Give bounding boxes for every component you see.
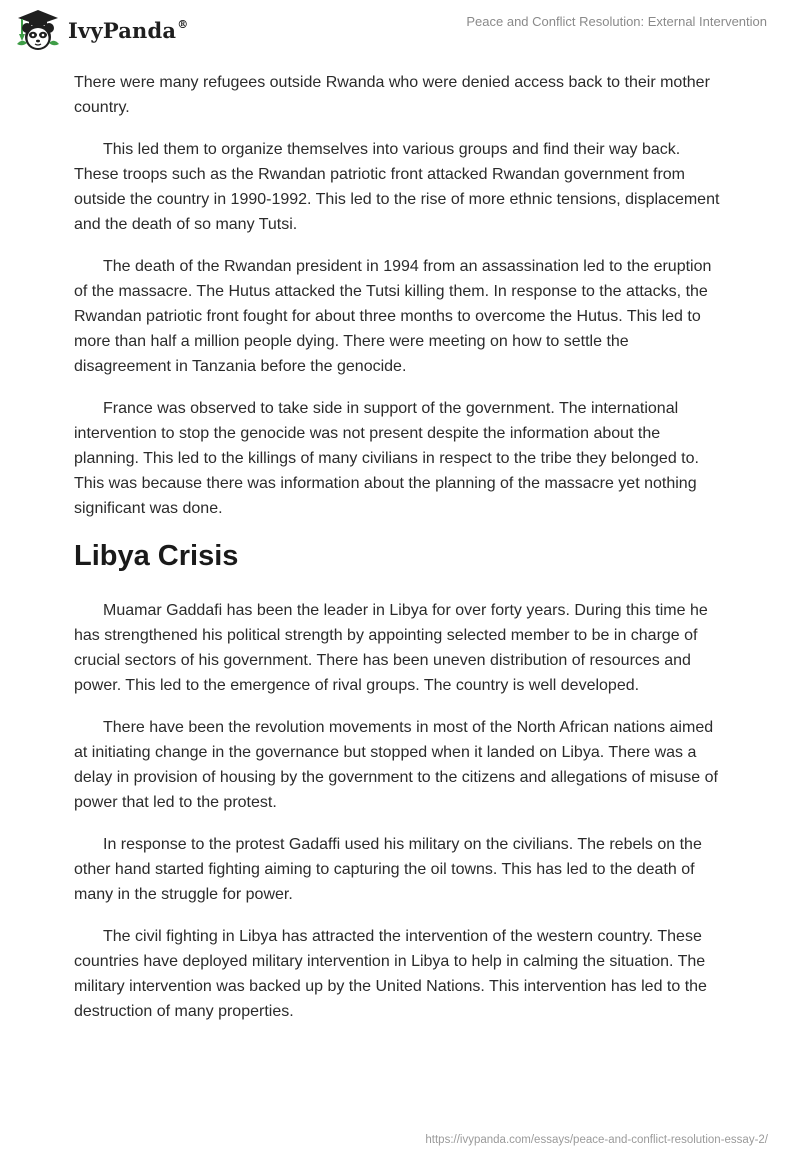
brand-name <box>68 18 188 43</box>
registered-mark: ® <box>177 17 189 31</box>
essay-content <box>74 70 724 1041</box>
page-header <box>0 0 800 70</box>
paragraph: There were many refugees outside Rwanda who were denied access back to their mother country. <box>74 74 710 116</box>
brand-text: IvyPanda <box>68 17 177 43</box>
source-url-link[interactable]: https://ivypanda.com/essays/peace-and-conflict-resolution-essay-2/ <box>425 1134 768 1146</box>
paragraph: The civil fighting in Libya has attracted the intervention of the western country. These countries have deployed military intervention in Libya to help in calming the situation. The military intervention was backed up by the United Nations. This intervention has led to the destruction of many properties. <box>74 928 707 1020</box>
section-heading-libya: Libya Crisis <box>74 540 239 572</box>
panda-graduate-icon <box>14 8 62 52</box>
ivypanda-logo[interactable] <box>14 8 188 52</box>
paragraph: There have been the revolution movements in most of the North African nations aimed at initiating change in the governance but stopped when it landed on Libya. There was a delay in provision of housing by the government to the citizens and allegations of misuse of power that led to the protest. <box>74 719 718 811</box>
paragraph: The death of the Rwandan president in 1994 from an assassination led to the eruption of the massacre. The Hutus attacked the Tutsi killing them. In response to the attacks, the Rwandan patriotic front fought for about three months to overcome the Hutus. This led to more than half a million people dying. There were meeting on how to settle the disagreement in Tanzania before the genocide. <box>74 258 712 375</box>
paragraph: In response to the protest Gadaffi used his military on the civilians. The rebels on the other hand started fighting aiming to capturing the oil towns. This has led to the death of many in the struggle for power. <box>74 836 702 903</box>
paragraph: France was observed to take side in support of the government. The international intervention to stop the genocide was not present despite the information about the planning. This led to the killings of many civilians in respect to the tribe they belonged to. This was because there was information about the planning of the massacre yet nothing significant was done. <box>74 400 699 517</box>
paragraph: This led them to organize themselves into various groups and find their way back. These troops such as the Rwandan patriotic front attacked Rwandan government from outside the country in 1990-1992. This led to the rise of more ethnic tensions, displacement and the death of so many Tutsi. <box>74 141 720 233</box>
document-title: Peace and Conflict Resolution: External Intervention <box>466 14 767 29</box>
paragraph: Muamar Gaddafi has been the leader in Libya for over forty years. During this time he has strengthened his political strength by appointing selected member to be in charge of crucial sectors of his government. There has been uneven distribution of resources and power. This led to the emergence of rival groups. The country is well developed. <box>74 602 708 694</box>
